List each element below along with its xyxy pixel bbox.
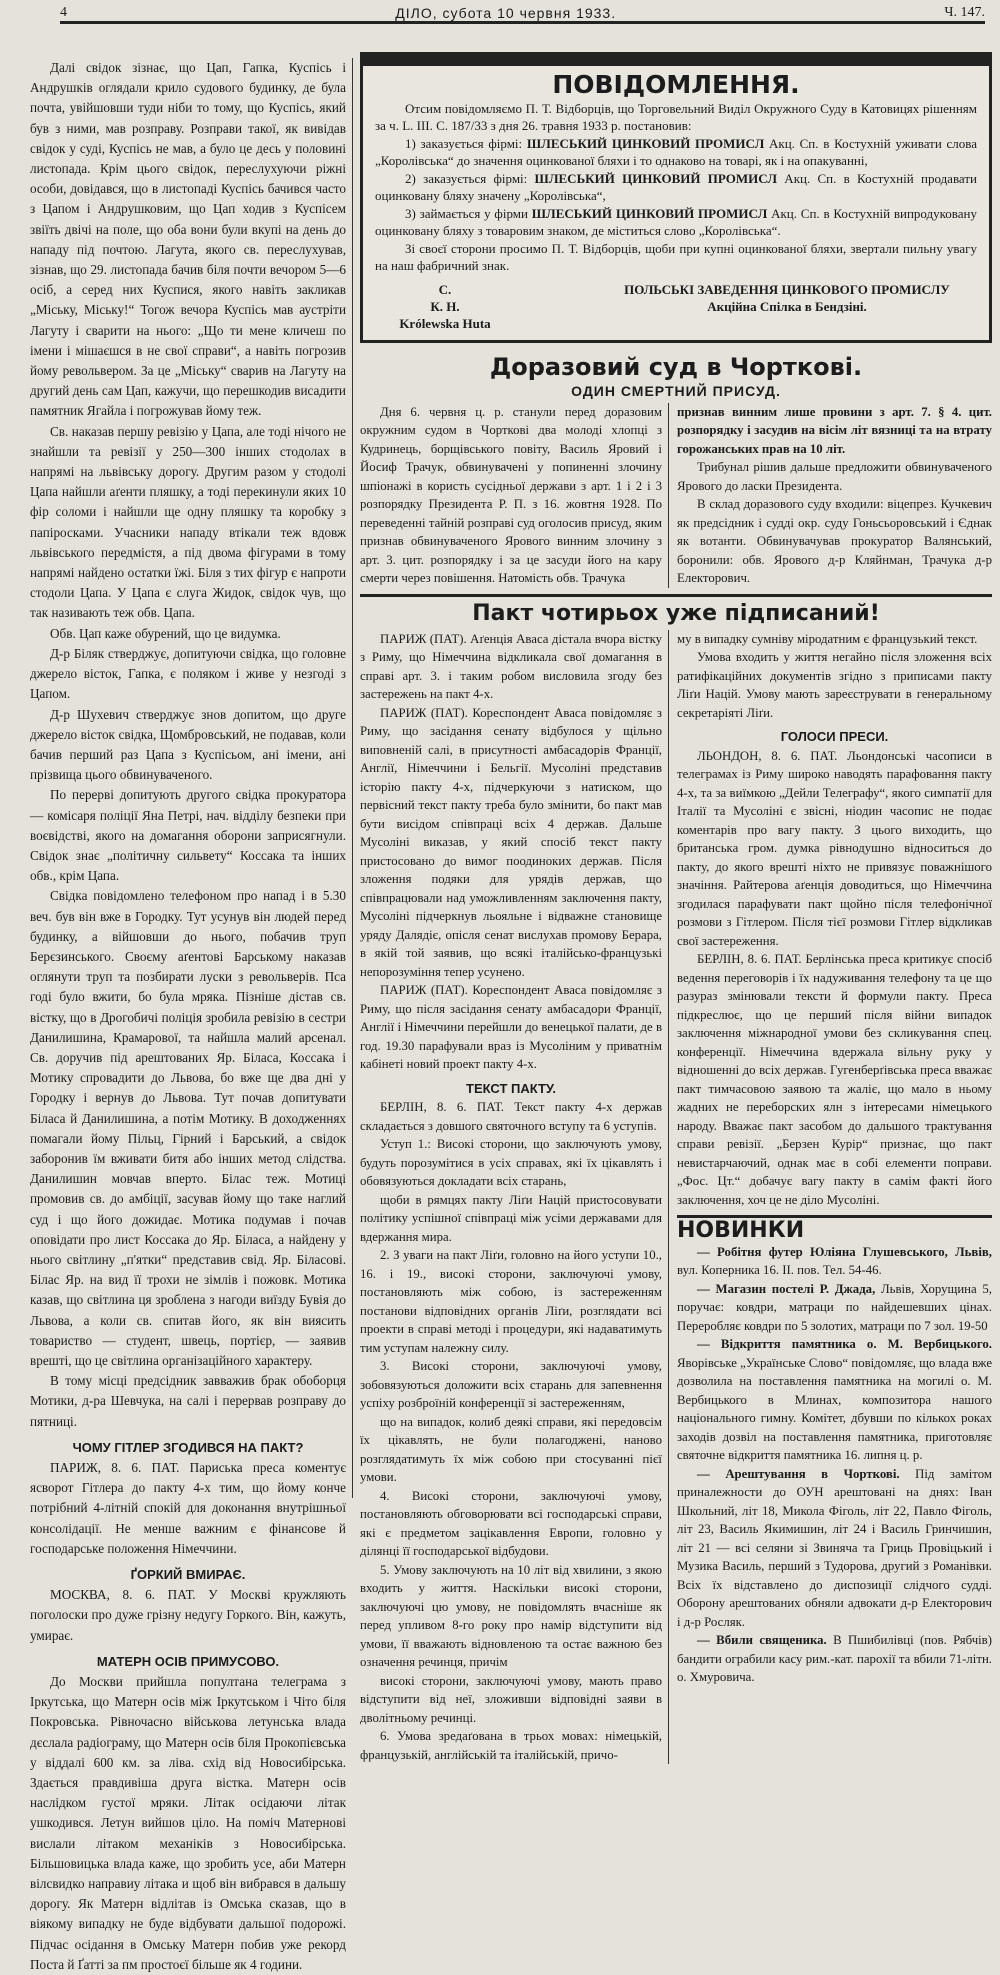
paragraph: По перерві допитують другого свідка прокуратора — комісаря поліції Яна Петрі, нач. відділу безпеки при воєвідстві, якого на домагання оборони заприсягнули. Свідок знає „політичну сильвету“ Коссака та інших обв., крім Цапа. bbox=[30, 787, 346, 884]
article-column: Дня 6. червня ц. р. станули перед доразовим окружним судом в Чорткові два молоді хлопці з Кудринець, борщівського повіту, Василь Яровий і Йосиф Трачук, обвинувачені у попиненні злочину шпіонажі в користь сусідньої держави з арт. 1 і 2 і 3 розпорядку Президента Р. П. з 16. жовтня 1928. По переведенні тайній розправі суд оголосив присуд, яким признав обвинуваченого Ярового винним злочину з арт. 3. цит. розпорядку і за це засуди його на кару смерти через повішення. Натомість обв. Трачука bbox=[360, 404, 662, 585]
article-headline-chortkiv: Доразовий суд в Чорткові. bbox=[489, 352, 863, 381]
notice-item: 2) заказується фірмі: ШЛЕСЬКИЙ ЦИНКОВИЙ ПРОМИСЛ Акц. Сп. в Костухній продавати оцинковану бляху значену „Королівська“, bbox=[375, 170, 977, 203]
trial-report-column bbox=[30, 58, 346, 1975]
pact-column-right: му в випадку сумніву міродатним є французький текст. Умова входить у життя негайно після зложення всіх ратифікаційних документів згідно з приписами пакту Ліґи Націй. Умову мають зареєструвати в генеральному секретаріяті Ліґи. ГОЛОСИ ПРЕСИ. ЛЬОНДОН, 8. 6. ПАТ. Льондонські часописи в телеграмах із Риму широко наводять парафовання пакту 4-х, та за виїмкою „Дейли Телеграфу“, якого симпатії для Італії та Мусоліні є звісні, ніодин часопис не подає коментарів про вагу пакту. З цього виходить, що британська гром. думка рівнодушно відноситься до пакту, до якого врешті ніхто не привязує поважнішого значіння. Райтерова аґенція доводиться, що Німеччина згодилася парафувати пакт щойно після телефонічної розмови з Гітлером. Після тієї розмови Гітлер відкликав свої застереження. БЕРЛІН, 8. 6. ПАТ. Берлінська преса критикує спосіб ведення переговорів і їх надуживання телефону та це що разураз змінювали тексти й формули пакту. Преса підкреслює, що це перший після війни випадок заключення міжнародної умови без скликування спец. конференції. Німеччина вдержала вільну руку у відношенні до всіх держав. Гугенберґівська преса вважає пакт тимчасовою заявою та жаліє, що мало в ньому жадних не переборских ялн з інтересами німецького народу. Вважає пакт засобом до дальшого трактування справи ревізії. „Берзен Курір“ признає, що пакт невистарчаючий, однак має в собі елементи поправи. „Фос. Цт.“ добачує вагу пакту в самім факті його заключення, хоч це не діло Мусоліні. НОВИНКИ — Робітня футер Юліяна Глушевського, Львів, вул. Коперника 16. II. пов. Тел. 54-46. — Магазин постелі Р. Джада, Львів, Хорущина 5, поручає: ковдри, матраци по найдешевших цінах. Переробляє ковдри по 5 золотих, матраци по 7 зол. 19-50 — Відкриття памятника о. М. Вербицького. Яворівське „Українське Слово“ повідомляє, що влада вже дозволила на поставлення памятника на могилі о. М. Вербицького в Млинах, композитора нашого національного гимну. Комітет, дбувши по кількох роках заходів дозвіл на поставлення памятника, приготовляє святочне відкриття памятника 16. липня ц. р. — Арештування в Чорткові. Під замітом приналежности до ОУН арештовані на днях: Іван Школьний, літ 18, Микола Фіголь, літ 22, Павло Фіголь, літ 23, Василь Якимишин, літ 24 і Василь Гринчишин, літ 21 — всі селяни зі Звиняча та Гриць Провіцький і Музика Василь, перший з Тудорова, другий з Романівки. Всіх їх відставлено до диспозиції слідчого судді. Оборону арештованих обняли адвокати д-р Електорович і д-р Росляк. — Вбили священика. В Пшибилівці (пов. Рябчів) бандити ограбили касу рим.-кат. парохії та вбили 71-літн. о. Хмуровича. bbox=[668, 630, 992, 1765]
pact-columns bbox=[360, 630, 992, 1765]
paragraph: Отсим повідомляємо П. Т. Відборців, що Торговельний Виділ Окружного Суду в Катовицях рішенням за ч. L. III. C. 187/33 з дня 26. травня 1933 р. постановив: bbox=[375, 100, 977, 133]
divider bbox=[360, 594, 992, 597]
paragraph: Свідка повідомлено телефоном про напад і в 5.30 веч. був він вже в Городку. Тут усунув він людей перед будинку, а війшовши до нього, побачив труп Берєзинського. Своєму аґентові Барському наказав оглянути труп та позбирати луски з револьверів. Пса годі було вжити, бо була мряка. Пізніше дістав св. вістку, що в Дрогобичі поліція зробила ревізію в сестри Данилишина, Крамарової, та найшла малий арсенал. Св. доручив під арештованих Яр. Біласа, Коссака і Мотику спровадити до Львова, бо вже ще два дні у Городку і вернув до Львова. Тут почав допитувати Біласа й Данилишина, а потім Мотику. В доходженнях помагали йому Пільц, Гірний і Барський, а свідок заборонив їм вживати битя або інших метод слідства. Данилишин мовчав вперто. Білас теж. Мотиці промовив св. до амбіції, засував йому що таке наглий суд і що його дожидає. Мотика подумав і почав оповідати про лист Коссака до Яр. Біласа, а найдену у нього світлину „п'ятки“ представив свід. Яр. Біласові. Білас Яр. на вид її трохи не зімлів і пожовк. Мотика казав, що світлина ця зроблена з нагоди виїзду Бувія до Львова, а коли св. спитав його, як він виясить товариство — студент, швець, портієр, — заявив врешті, що це світлина організаційного характеру. bbox=[30, 888, 346, 1368]
article-headline-pact: Пакт чотирьох уже підписаний! bbox=[472, 600, 880, 626]
section-heading: ГОЛОСИ ПРЕСИ. bbox=[780, 729, 889, 744]
news-item: — Вбили священика. В Пшибилівці (пов. Рябчів) бандити ограбили касу рим.-кат. парохії та вбили 71-літн. о. Хмуровича. bbox=[677, 1633, 992, 1684]
paragraph: В тому місці предсідник завважив брак обоборця Мотики, д-ра Шевчука, на салі і перервав розправу до пятниці. bbox=[30, 1373, 346, 1429]
paragraph: Д-р Шухевич стверджує знов допитом, що друге джерело вісток свідка, Щомбровський, не подавав, коли бачив перший раз Цапа з Куспісьом, ані імени, ані прізвища цього обвинуваченого. bbox=[30, 706, 346, 783]
page-header bbox=[60, 2, 985, 24]
column-divider bbox=[352, 58, 353, 1498]
news-item: — Відкриття памятника о. М. Вербицького. Яворівське „Українське Слово“ повідомляє, що влада вже дозволила на поставлення памятника на могилі о. М. Вербицького в Млинах, композитора нашого національного гимну. Комітет, дбувши по кількох роках заходів дозвіл на поставлення памятника, приготовляє святочне відкриття памятника 16. липня ц. р. bbox=[677, 1337, 992, 1462]
chortkiv-columns bbox=[360, 403, 992, 588]
notice-item: 1) заказується фірмі: ШЛЕСЬКИЙ ЦИНКОВИЙ ПРОМИСЛ Акц. Сп. в Костухній уживати слова „Королівська“ до значення оцинкованої бляхи і то однаково на товарі, як і на опакуванні, bbox=[375, 135, 977, 168]
paragraph: Обв. Цап каже обурений, що це видумка. bbox=[50, 625, 281, 641]
news-heading: ЧОМУ ГІТЛЕР ЗГОДИВСЯ НА ПАКТ? bbox=[72, 1439, 304, 1455]
issue-date: субота 10 червня 1933. bbox=[442, 5, 617, 21]
issue-number: Ч. 147. bbox=[944, 5, 985, 20]
paragraph: Д-р Біляк стверджує, допитуючи свідка, що головне джерело вісток, Гапка, є поляком і живе у незгоді з Цапом. bbox=[30, 645, 346, 702]
signatures: С. К. Н. Królewska Huta ПОЛЬСЬКІ ЗАВЕДЕННЯ ЦИНКОВОГО ПРОМИСЛУ Акційна Спілка в Бендзіні. bbox=[399, 281, 950, 331]
news-section-title: НОВИНКИ bbox=[677, 1218, 805, 1243]
paragraph: ПАРИЖ, 8. 6. ПАТ. Париська преса коментує ясворот Гітлера до пакту 4-х тим, що йому конче потрібний 4-літній спокій для доконання внутрішньої консолідації. Не менше важним є фінансове й господарське положення Німеччини. bbox=[30, 1460, 346, 1556]
paragraph: До Москви прийшла попултана телеграма з Іркутська, що Матерн осів між Іркутськом і Чіто біля Покровська. Рівночасно військова летунська влада дєслала радіограму, що Матерн осів біля Прокопієвська у віддалі 600 км. за ліва. схід від Новосибірська. Здається правдивіша друга вістка. Матерн осів наслідком густої мряки. Літак осідаючи літак ушкодився. Летун вийшов ціло. На поміч Матернові вислали літаком механіків з Новосибірська. Більшовицька влада каже, що зробить усе, аби Матерн вілсвидко направиу літака и щоб він вибрався в дальшу дорогу. Як Матерн відлітав із Омська сказав, що в віякому випадку не буде відбувати дальшої подорожі. Підчас осідання в Омську Матерн побив уже рекорд Поста й Ґатті за пм простоєї більше як 4 години. bbox=[30, 1674, 346, 1972]
paragraph: Далі свідок зізнає, що Цап, Гапка, Куспісь і Андрушків оглядали крило судового будинку, де була почта, увійшовши туди ніби то тому, що Куспісь, який був з ними, мав розправу. Розправи такої, як вивідав свідок у суді, Куспісь не мав, а було це десь у половині листопада. Крім цього свідок, переслухуючи ріжні особи, довідався, що в листопаді Куспісь бачився часто з Цапом і Андрушковим, що Цап ходив з Куспісем звіїть двічі на поле, що оба вони були вкупі на день до нападу під почтою. Лагута, якого св. переслухував, зізнав, що 29. листопада бачив біля почти вечором 5—6 осіб, а серед них Куспися, якого навіть закликав „Міську, Міську!“ Тогож вечора Куспісь мав аустріти Лагуту і сварити на нього: „Що ти мене кличеш по імени і мішаєшся в не свої справи“, а навіть погрозив йому револьвером. За це „Міську“ сварив на Лагуту на другий день сам Цап, кажучи, що перешкодив висадити памятник Ягайла і погрожував йому теж. bbox=[30, 60, 346, 419]
paragraph: МОСКВА, 8. 6. ПАТ. У Москві кружляють поголоски про дуже грізну недугу Горкого. Він, кажуть, умирає. bbox=[30, 1587, 346, 1643]
masthead bbox=[395, 5, 616, 21]
article-column: признав винним лише провини з арт. 7. § 4. цит. розпорядку і засудив на вісім літ вязниці та на втрату горожанських прав на 10 літ. Трибунал рішив дальше предложити обвинуваченого Ярового до ласки Президента. В склад доразового суду входили: віцепрез. Кучкевич як предсідник і судді окр. суду Гоньсьоровський і Єднак як вотанти. Обвинувачував прокуратор Валянський, боронили: обв. Ярового д-р Кляйнман, Трачука д-р Електорович. bbox=[668, 403, 992, 588]
news-item: — Арештування в Чорткові. Під замітом приналежности до ОУН арештовані на днях: Іван Школьний, літ 18, Микола Фіголь, літ 22, Павло Фіголь, літ 23, Василь Якимишин, літ 24 і Василь Гринчишин, літ 21 — всі селяни зі Звиняча та Гриць Провіцький і Музика Василь, перший з Тудорова, другий з Романівки. Всіх їх відставлено до диспозиції слідчого судді. Оборону арештованих обняли адвокати д-р Електорович і д-р Росляк. bbox=[677, 1466, 992, 1629]
section-heading: ТЕКСТ ПАКТУ. bbox=[466, 1080, 556, 1096]
notice-advertisement bbox=[360, 52, 992, 343]
news-item: — Робітня футер Юліяна Глушевського, Львів, вул. Коперника 16. II. пов. Тел. 54-46. bbox=[677, 1244, 992, 1277]
paper-name: ДІЛО, bbox=[395, 5, 438, 21]
pact-column: ПАРИЖ (ПАТ). Аґенція Аваса дістала вчора вістку з Риму, що Німеччина відкликала свої домагання в справі арт. 3. і таким робом висловила згоду без застережень на пакт 4-х. ПАРИЖ (ПАТ). Кореспондент Аваса повідомляє з Риму, що засідання сенату відбулося у щільно виповненій салі, в присутності амбасадорів Франції, Англії, Німеччини і Бельгії. Мусоліні представив історію пакту 4-х, підчеркуючи з натиском, що первісний текст пакту треба було змінити, бо пакт мав бути висідом співпраці всіх 4 держав. Дальше Мусоліні виказав, у який спосіб текст пакту пристосовано до вимог поодиноких держав. Після зложення подяки для урядів держав, що співпрацювали над уможливленням заключення пакту, Мусоліні підчеркнув льояльне і відважне становище уряду Далядіє, опісля сенат вислухав промову Берара, в якій той заявив, що всякі італійсько-французькі непорозуміння тепер усунено. ПАРИЖ (ПАТ). Кореспондент Аваса повідомляє з Риму, що після засідання сенату амбасадори Франції, Англії і Німеччини перейшли до венецької палати, де в год. 19.30 парафували враз із Мусоліним у приватнім кабінеті новий проект пакту 4-х. ТЕКСТ ПАКТУ. БЕРЛІН, 8. 6. ПАТ. Текст пакту 4-х держав складається з довшого святочного вступу та 6 уступів. Уступ 1.: Високі сторони, що заключують умову, будуть порозумітися в усіх справах, які їх цікавлять і обовязуються докладати всіх старань, щоби в рямцях пакту Ліґи Націй пристосовувати політику успішної співпраці між усіми державами для вдержання мира. 2. З уваги на пакт Ліґи, головно на його уступи 10., 16. і 19., високі сторони, заключуючі умову, постановляють між собою, із застереженням постанови відповідних органів Ліґи, розглядати всі проекти в справі методі і процедури, які надаватимуть тим уступам належну силу. 3. Високі сторони, заключуючі умову, зобовязуються доложити всіх старань для запевнення успіху розброїній конференції зі застереженням, що на випадок, колиб деякі справи, які передовсім їх цікавлять, не були полагоджені, наново розглядатимуть їх між собою при стосуванні пієї умови. 4. Високі сторони, заключуючі умову, постановляють обговорювати всі господарські справи, які є предметом зацікавлення Европи, головно у ділянці її господарської відбудови. 5. Умову заключують на 10 літ від хвилини, з якою входить у життя. Наскільки високі сторони, заключуючі цю умову, не повідомлять вчасніше як перед упливом 8-го року про намір відступити від умови, її вважають відновленою та остає важною без означення речинця, причім високі сторони, заключуючі умову, мають право відступити від неї, зложивши відповідні заяви в дволітньому речинці. 6. Умова зредаґована в трьох мовах: німецькій, французькій, англійській та італійській, причо- bbox=[360, 631, 662, 1762]
article-subtitle: ОДИН СМЕРТНИЙ ПРИСУД. bbox=[571, 382, 781, 399]
news-heading: ҐОРКИЙ ВМИРАЄ. bbox=[130, 1567, 246, 1583]
paragraph: Св. наказав першу ревізію у Цапа, але тоді нічого не знайшли та ревізії у 250—300 інших стодолах в напрямі на львівську дорогу. Другим разом у стодолі Цапа найшли аґенти пляшку, а тоді перекинули яких 10 фір соломи і найшли ще одну пляшку та коробку з папіросками. Учасники нападу втікали теж вдовж львівського передмістя, а під двома фігурами в тому напрямі найдено остатки їжі. Біля з тих фігур є напроти стодоли Цапа. У Цапа є слуга Жидок, свідок чув, що так називають теж обв. Цапа. bbox=[30, 423, 346, 621]
notice-item: 3) займається у фірми ШЛЕСЬКИЙ ЦИНКОВИЙ ПРОМИСЛ Акц. Сп. в Костухній випродуковану оцинковану бляху з товаровим знаком, де міститься слово „Королівська“. bbox=[375, 205, 977, 238]
notice-title: ПОВІДОМЛЕННЯ. bbox=[552, 70, 800, 99]
paragraph: Зі своєї сторони просимо П. Т. Відборців, щоби при купні оцинкованої бляхи, звертали пильну увагу на наш фабричний знак. bbox=[375, 240, 977, 273]
news-item: — Магазин постелі Р. Джада, Львів, Хорущина 5, поручає: ковдри, матраци по найдешевших цінах. Переробляє ковдри по 5 золотих, матраци по 7 зол. 19-50 bbox=[677, 1281, 992, 1333]
right-area bbox=[360, 52, 992, 1764]
page-number: 4 bbox=[60, 5, 67, 20]
news-heading: МАТЕРН ОСІВ ПРИМУСОВО. bbox=[96, 1653, 280, 1669]
